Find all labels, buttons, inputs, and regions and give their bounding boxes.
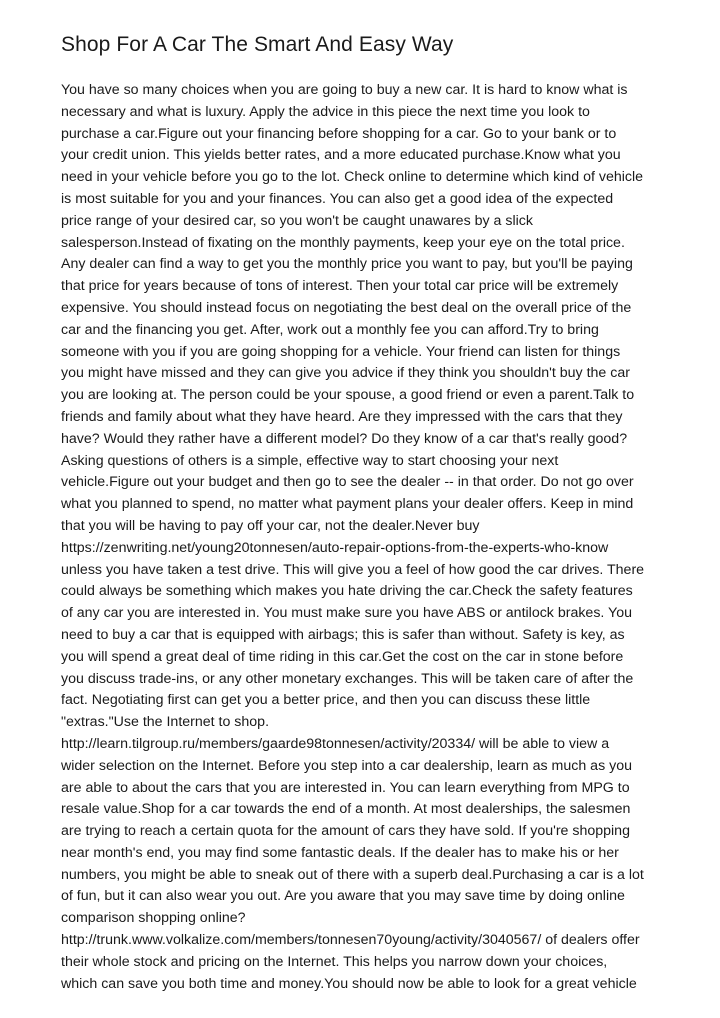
body-line: are trying to reach a certain quota for the amount of cars they have sold. If you're shopping <box>61 823 630 840</box>
body-line: what you planned to spend, no matter what payment plans your dealer offers. Keep in mind <box>61 496 634 513</box>
body-line: Any dealer can find a way to get you the monthly price you want to pay, but you'll be paying <box>61 256 633 273</box>
body-line: unless you have taken a test drive. This will give you a feel of how good the car drives. There <box>61 561 645 578</box>
body-line: resale value.Shop for a car towards the end of a month. At most dealerships, the salesmen <box>61 801 631 818</box>
body-line: necessary and what is luxury. Apply the advice in this piece the next time you look to <box>61 103 590 120</box>
body-line: that price for years because of tons of interest. Then your total car price will be extremely <box>61 278 619 295</box>
body-line: you are looking at. The person could be your spouse, a good friend or even a parent.Talk to <box>61 387 635 404</box>
body-line: you might have missed and they can give you advice if they think you shouldn't buy the car <box>61 365 630 382</box>
body-line: comparison shopping online? <box>61 910 246 927</box>
body-link-line: http://learn.tilgroup.ru/members/gaarde98tonnesen/activity/20334/ will be able to view a <box>61 735 610 752</box>
body-line: You have so many choices when you are going to buy a new car. It is hard to know what is <box>61 82 628 98</box>
body-line: near month's end, you may find some fantastic deals. If the dealer has to make his or her <box>61 844 619 861</box>
body-line: is most suitable for you and your finances. You can also get a good idea of the expected <box>61 190 614 207</box>
body-line: expensive. You should instead focus on negotiating the best deal on the overall price of the <box>61 299 632 316</box>
body-line: could always be something which makes you hate driving the car.Check the safety features <box>61 583 633 600</box>
body-line: their whole stock and pricing on the Internet. This helps you narrow down your choices, <box>61 953 608 970</box>
body-line: your credit union. This yields better rates, and a more educated purchase.Know what you <box>61 147 621 164</box>
body-line: need to buy a car that is equipped with airbags; this is safer than without. Safety is key, as <box>61 626 625 643</box>
body-line: someone with you if you are going shopping for a vehicle. Your friend can listen for things <box>61 343 621 360</box>
body-line: salesperson.Instead of fixating on the monthly payments, keep your eye on the total price. <box>61 234 625 251</box>
body-line: of fun, but it can also wear you out. Are you aware that you may save time by doing online <box>61 888 625 905</box>
body-line: that you will be having to pay off your car, not the dealer.Never buy <box>61 517 480 534</box>
body-line: car and the financing you get. After, work out a monthly fee you can afford.Try to bring <box>61 321 599 338</box>
body-line: numbers, you might be able to sneak out of there with a superb deal.Purchasing a car is a lot <box>61 866 644 883</box>
document-body <box>61 80 661 995</box>
body-line: you will spend a great deal of time riding in this car.Get the cost on the car in stone before <box>61 648 624 665</box>
body-line: which can save you both time and money.You should now be able to look for a great vehicle <box>61 975 637 992</box>
body-line: wider selection on the Internet. Before you step into a car dealership, learn as much as you <box>61 757 632 774</box>
document-title: Shop For A Car The Smart And Easy Way <box>61 33 454 56</box>
body-link-line: https://zenwriting.net/young20tonnesen/auto-repair-options-from-the-experts-who-know <box>61 539 609 556</box>
body-line: Asking questions of others is a simple, effective way to start choosing your next <box>61 452 559 469</box>
body-line: are able to about the cars that you are interested in. You can learn everything from MPG to <box>61 779 630 796</box>
body-line: friends and family about what they have heard. Are they impressed with the cars that they <box>61 408 623 425</box>
body-line: of any car you are interested in. You must make sure you have ABS or antilock brakes. You <box>61 605 632 622</box>
body-line: purchase a car.Figure out your financing before shopping for a car. Go to your bank or to <box>61 125 617 142</box>
body-link-line: http://trunk.www.volkalize.com/members/tonnesen70young/activity/3040567/ of dealers offer <box>61 932 640 949</box>
body-line: price range of your desired car, so you won't be caught unawares by a slick <box>61 212 533 229</box>
body-line: have? Would they rather have a different model? Do they know of a car that's really good? <box>61 430 628 447</box>
body-line: you discuss trade-ins, or any other monetary exchanges. This will be taken care of after the <box>61 670 634 687</box>
body-line: vehicle.Figure out your budget and then go to see the dealer -- in that order. Do not go over <box>61 474 634 491</box>
body-line: need in your vehicle before you go to the lot. Check online to determine which kind of vehicle <box>61 169 644 186</box>
body-line: fact. Negotiating first can get you a better price, and then you can discuss these little <box>61 692 591 709</box>
document-page <box>61 30 661 995</box>
body-line: "extras."Use the Internet to shop. <box>61 714 270 731</box>
